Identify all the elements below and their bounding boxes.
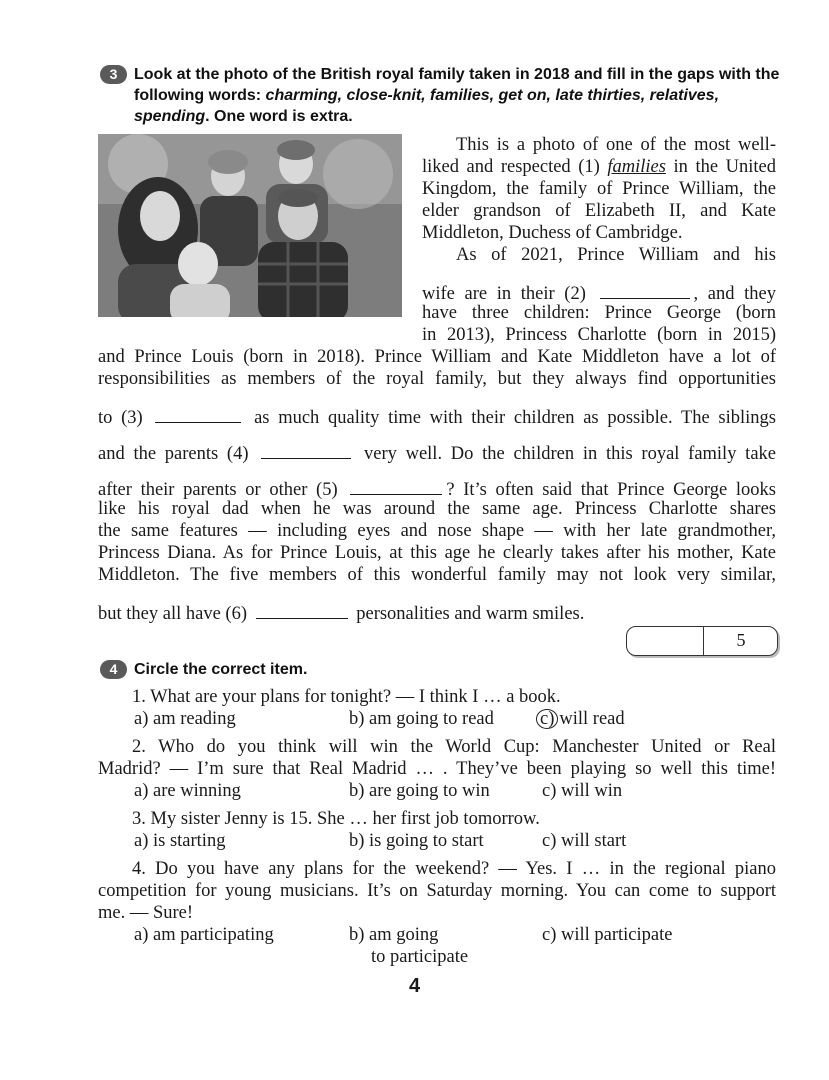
q4-option-b[interactable]: b) am going <box>349 925 439 945</box>
exercise-4-number-badge: 4 <box>100 660 127 679</box>
text-line: Kingdom, the family of Prince William, the <box>422 179 776 199</box>
gap-1-answer: families <box>607 157 666 177</box>
q1-option-a[interactable]: a) am reading <box>134 709 236 729</box>
royal-family-photo <box>98 134 402 317</box>
gap-2-blank[interactable] <box>600 280 690 299</box>
text-line: to (3) as much quality time with their children as possible. The siblings <box>98 404 776 429</box>
question-2: 2. Who do you think will win the World Cup: Manchester United or Real <box>132 737 776 757</box>
q1-option-b[interactable]: b) am going to read <box>349 709 494 729</box>
question-2-cont: Madrid? — I’m sure that Real Madrid … . They’ve been playing so well this time! <box>98 759 776 779</box>
text-line: Middleton, Duchess of Cambridge. <box>422 223 683 243</box>
text-line: in 2013), Princess Charlotte (born in 2015) <box>422 325 776 345</box>
gap-6-blank[interactable] <box>256 600 348 619</box>
max-score: 5 <box>736 630 746 650</box>
text-line: responsibilities as members of the royal family, but they always find opportunities <box>98 369 776 389</box>
question-4-cont: competition for young musicians. It’s on Saturday morning. You can come to support <box>98 881 776 901</box>
q3-option-b[interactable]: b) is going to start <box>349 831 484 851</box>
text-line: Princess Diana. As for Prince Louis, at this age he clearly takes after his mother, Kate <box>98 543 776 563</box>
gap-3-blank[interactable] <box>155 404 241 423</box>
q1-option-c[interactable]: c) will read <box>536 708 625 730</box>
exercise-4-instruction-text: Circle the correct item. <box>134 661 308 678</box>
text-line: and the parents (4) very well. Do the children in this royal family take <box>98 440 776 465</box>
text-line: after their parents or other (5) ? It’s often said that Prince George looks <box>98 476 776 501</box>
q2-option-a[interactable]: a) are winning <box>134 781 241 801</box>
q4-option-b-cont[interactable]: to participate <box>371 947 469 967</box>
gap-5-blank[interactable] <box>350 476 442 495</box>
score-box <box>626 626 778 656</box>
question-3: 3. My sister Jenny is 15. She … her first job tomorrow. <box>132 809 540 829</box>
exercise-4-instruction <box>100 659 780 680</box>
text-line: liked and respected (1) families in the United <box>422 157 776 177</box>
q3-option-c[interactable]: c) will start <box>542 831 627 851</box>
text-line: elder grandson of Elizabeth II, and Kate <box>422 201 776 221</box>
q4-option-c[interactable]: c) will participate <box>542 925 673 945</box>
q2-option-b[interactable]: b) are going to win <box>349 781 490 801</box>
exercise-3-instruction-text: Look at the photo of the British royal family taken in 2018 and fill in the gaps with the following words: charming, close-knit, families, get on, late thirties, relatives, spending. One word is extra. <box>134 66 780 125</box>
text-line: have three children: Prince George (born <box>422 303 776 323</box>
text-line: This is a photo of one of the most well- <box>456 135 776 155</box>
question-4: 4. Do you have any plans for the weekend? — Yes. I … in the regional piano <box>132 859 776 879</box>
text-line: As of 2021, Prince William and his <box>456 245 776 265</box>
word-bank: charming, close-knit, families, get on, late thirties, relatives, spending <box>134 87 720 125</box>
text-line: like his royal dad when he was around the same age. Princess Charlotte shares <box>98 499 776 519</box>
gap-4-blank[interactable] <box>261 440 351 459</box>
text-line: wife are in their (2) , and they <box>422 280 776 305</box>
text-line: but they all have (6) personalities and warm smiles. <box>98 600 776 625</box>
exercise-3-instruction <box>100 64 780 127</box>
text-line: the same features — including eyes and nose shape — with her late grandmother, <box>98 521 776 541</box>
circled-answer-mark: c) <box>536 709 558 729</box>
q2-option-c[interactable]: c) will win <box>542 781 623 801</box>
q4-option-a[interactable]: a) am participating <box>134 925 274 945</box>
question-1: 1. What are your plans for tonight? — I think I … a book. <box>132 687 561 707</box>
exercise-3-number-badge: 3 <box>100 65 127 84</box>
q3-option-a[interactable]: a) is starting <box>134 831 226 851</box>
question-4-cont: me. — Sure! <box>98 903 194 923</box>
page-number: 4 <box>408 975 421 997</box>
text-line: Middleton. The five members of this wonderful family may not look very similar, <box>98 565 776 585</box>
text-line: and Prince Louis (born in 2018). Prince William and Kate Middleton have a lot of <box>98 347 776 367</box>
